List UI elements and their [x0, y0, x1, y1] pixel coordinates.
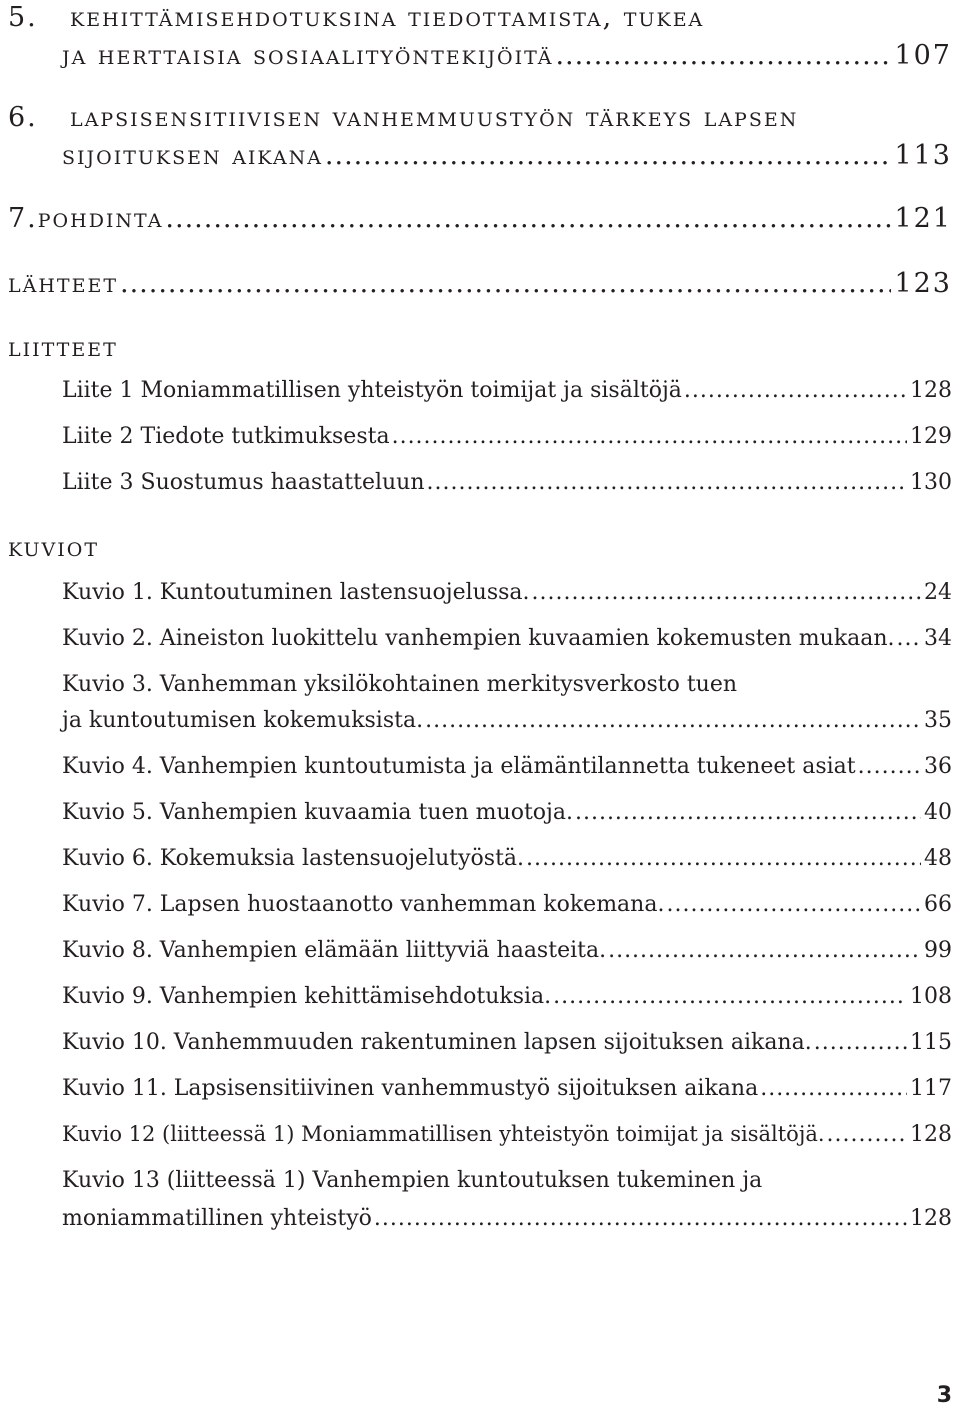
- toc-entry-appendix-1[interactable]: [62, 378, 952, 403]
- toc-entry-figure-5[interactable]: [62, 800, 952, 825]
- dot-leader: [575, 800, 921, 825]
- figure-label: Kuvio 5. Vanhempien kuvaamia tuen muotoja.: [62, 800, 573, 825]
- dot-leader: [608, 938, 921, 963]
- figure-label: moniammatillinen yhteistyö: [62, 1206, 372, 1231]
- toc-entry-figure-6[interactable]: [62, 846, 952, 871]
- figure-page: 66: [924, 892, 952, 917]
- appendix-page: 130: [910, 470, 952, 495]
- chapter-6-number: 6.: [8, 102, 38, 133]
- appendix-page: 129: [910, 424, 952, 449]
- dot-leader: [374, 1206, 907, 1231]
- chapter-7-page: 121: [894, 203, 952, 234]
- appendix-page: 128: [910, 378, 952, 403]
- figure-page: 115: [910, 1030, 952, 1055]
- toc-entry-figure-11[interactable]: [62, 1076, 952, 1101]
- figure-label: Kuvio 10. Vanhemmuuden rakentuminen lapsen sijoituksen aikana.: [62, 1030, 812, 1055]
- figure-label: Kuvio 6. Kokemuksia lastensuojelutyöstä.: [62, 846, 525, 871]
- dot-leader: [760, 1076, 907, 1101]
- toc-entry-figure-7[interactable]: [62, 892, 952, 917]
- references-page: 123: [894, 268, 952, 299]
- figure-label: Kuvio 4. Vanhempien kuntoutumista ja elämäntilannetta tukeneet asiat: [62, 754, 856, 779]
- chapter-5-number: 5.: [8, 2, 38, 33]
- appendix-label: Liite 2 Tiedote tutkimuksesta: [62, 424, 390, 449]
- toc-entry-appendix-2[interactable]: [62, 424, 952, 449]
- chapter-7-title: pohdinta: [37, 203, 164, 234]
- dot-leader: [325, 140, 892, 171]
- chapter-5-page: 107: [894, 40, 952, 71]
- figure-13-label-line1: Kuvio 13 (liitteessä 1) Vanhempien kuntoutuksen tukeminen ja: [62, 1168, 763, 1193]
- toc-entry-chapter-5[interactable]: [62, 40, 952, 71]
- toc-entry-chapter-7[interactable]: [8, 203, 952, 234]
- dot-leader: [827, 1122, 907, 1147]
- dot-leader: [425, 708, 921, 733]
- toc-entry-figure-10[interactable]: [62, 1030, 952, 1055]
- chapter-7-number: 7.: [8, 203, 38, 234]
- chapter-5-title-line1: 5. kehittämisehdotuksina tiedottamista, tukea: [8, 2, 705, 33]
- dot-leader: [427, 470, 907, 495]
- references-title: lähteet: [8, 268, 118, 299]
- appendix-label: Liite 3 Suostumus haastatteluun: [62, 470, 425, 495]
- dot-leader: [666, 892, 921, 917]
- toc-entry-chapter-6[interactable]: [62, 140, 952, 171]
- figure-page: 117: [910, 1076, 952, 1101]
- figure-page: 128: [910, 1206, 952, 1231]
- toc-entry-figure-9[interactable]: [62, 984, 952, 1009]
- figure-label: ja kuntoutumisen kokemuksista.: [62, 708, 424, 733]
- dot-leader: [532, 580, 921, 605]
- figure-label: Kuvio 1. Kuntoutuminen lastensuojelussa.: [62, 580, 530, 605]
- figures-heading: kuviot: [8, 532, 100, 563]
- toc-entry-figure-3[interactable]: [62, 708, 952, 733]
- figure-label: Kuvio 12 (liitteessä 1) Moniammatillisen yhteistyön toimijat ja sisältöjä.: [62, 1122, 825, 1146]
- figure-page: 128: [910, 1122, 952, 1147]
- figure-3-label-line1: Kuvio 3. Vanhemman yksilökohtainen merkitysverkosto tuen: [62, 672, 738, 697]
- chapter-6-title-line1: 6. lapsisensitiivisen vanhemmuustyön tärkeys lapsen: [8, 102, 799, 133]
- figure-page: 34: [924, 626, 952, 651]
- page-number: 3: [936, 1383, 952, 1408]
- appendices-heading: liitteet: [8, 332, 118, 363]
- dot-leader: [165, 203, 891, 234]
- toc-entry-appendix-3[interactable]: [62, 470, 952, 495]
- figure-label: Kuvio 9. Vanhempien kehittämisehdotuksia.: [62, 984, 552, 1009]
- figure-page: 48: [924, 846, 952, 871]
- dot-leader: [526, 846, 921, 871]
- toc-entry-figure-8[interactable]: [62, 938, 952, 963]
- dot-leader: [555, 40, 891, 71]
- chapter-5-title-line2: ja herttaisia sosiaalityöntekijöitä: [62, 40, 554, 71]
- chapter-6-page: 113: [894, 140, 952, 171]
- dot-leader: [553, 984, 907, 1009]
- dot-leader: [897, 626, 921, 651]
- figure-label: Kuvio 2. Aineiston luokittelu vanhempien kuvaamien kokemusten mukaan.: [62, 626, 895, 651]
- appendix-label: Liite 1 Moniammatillisen yhteistyön toimijat ja sisältöjä: [62, 378, 682, 403]
- figure-page: 36: [924, 754, 952, 779]
- figure-page: 108: [910, 984, 952, 1009]
- dot-leader: [120, 268, 891, 299]
- toc-entry-figure-4[interactable]: [62, 754, 952, 779]
- toc-entry-figure-1[interactable]: [62, 580, 952, 605]
- toc-entry-figure-13[interactable]: [62, 1206, 952, 1231]
- figure-page: 24: [924, 580, 952, 605]
- figure-page: 35: [924, 708, 952, 733]
- figure-page: 40: [924, 800, 952, 825]
- chapter-6-title-line2: sijoituksen aikana: [62, 140, 323, 171]
- dot-leader: [858, 754, 921, 779]
- dot-leader: [814, 1030, 907, 1055]
- toc-entry-references[interactable]: [8, 268, 952, 299]
- dot-leader: [684, 378, 907, 403]
- toc-entry-figure-2[interactable]: [62, 626, 952, 651]
- dot-leader: [392, 424, 907, 449]
- figure-label: Kuvio 11. Lapsisensitiivinen vanhemmustyö sijoituksen aikana: [62, 1076, 759, 1101]
- toc-entry-figure-12[interactable]: [62, 1122, 952, 1147]
- figure-label: Kuvio 7. Lapsen huostaanotto vanhemman kokemana.: [62, 892, 665, 917]
- figure-page: 99: [924, 938, 952, 963]
- figure-label: Kuvio 8. Vanhempien elämään liittyviä haasteita.: [62, 938, 607, 963]
